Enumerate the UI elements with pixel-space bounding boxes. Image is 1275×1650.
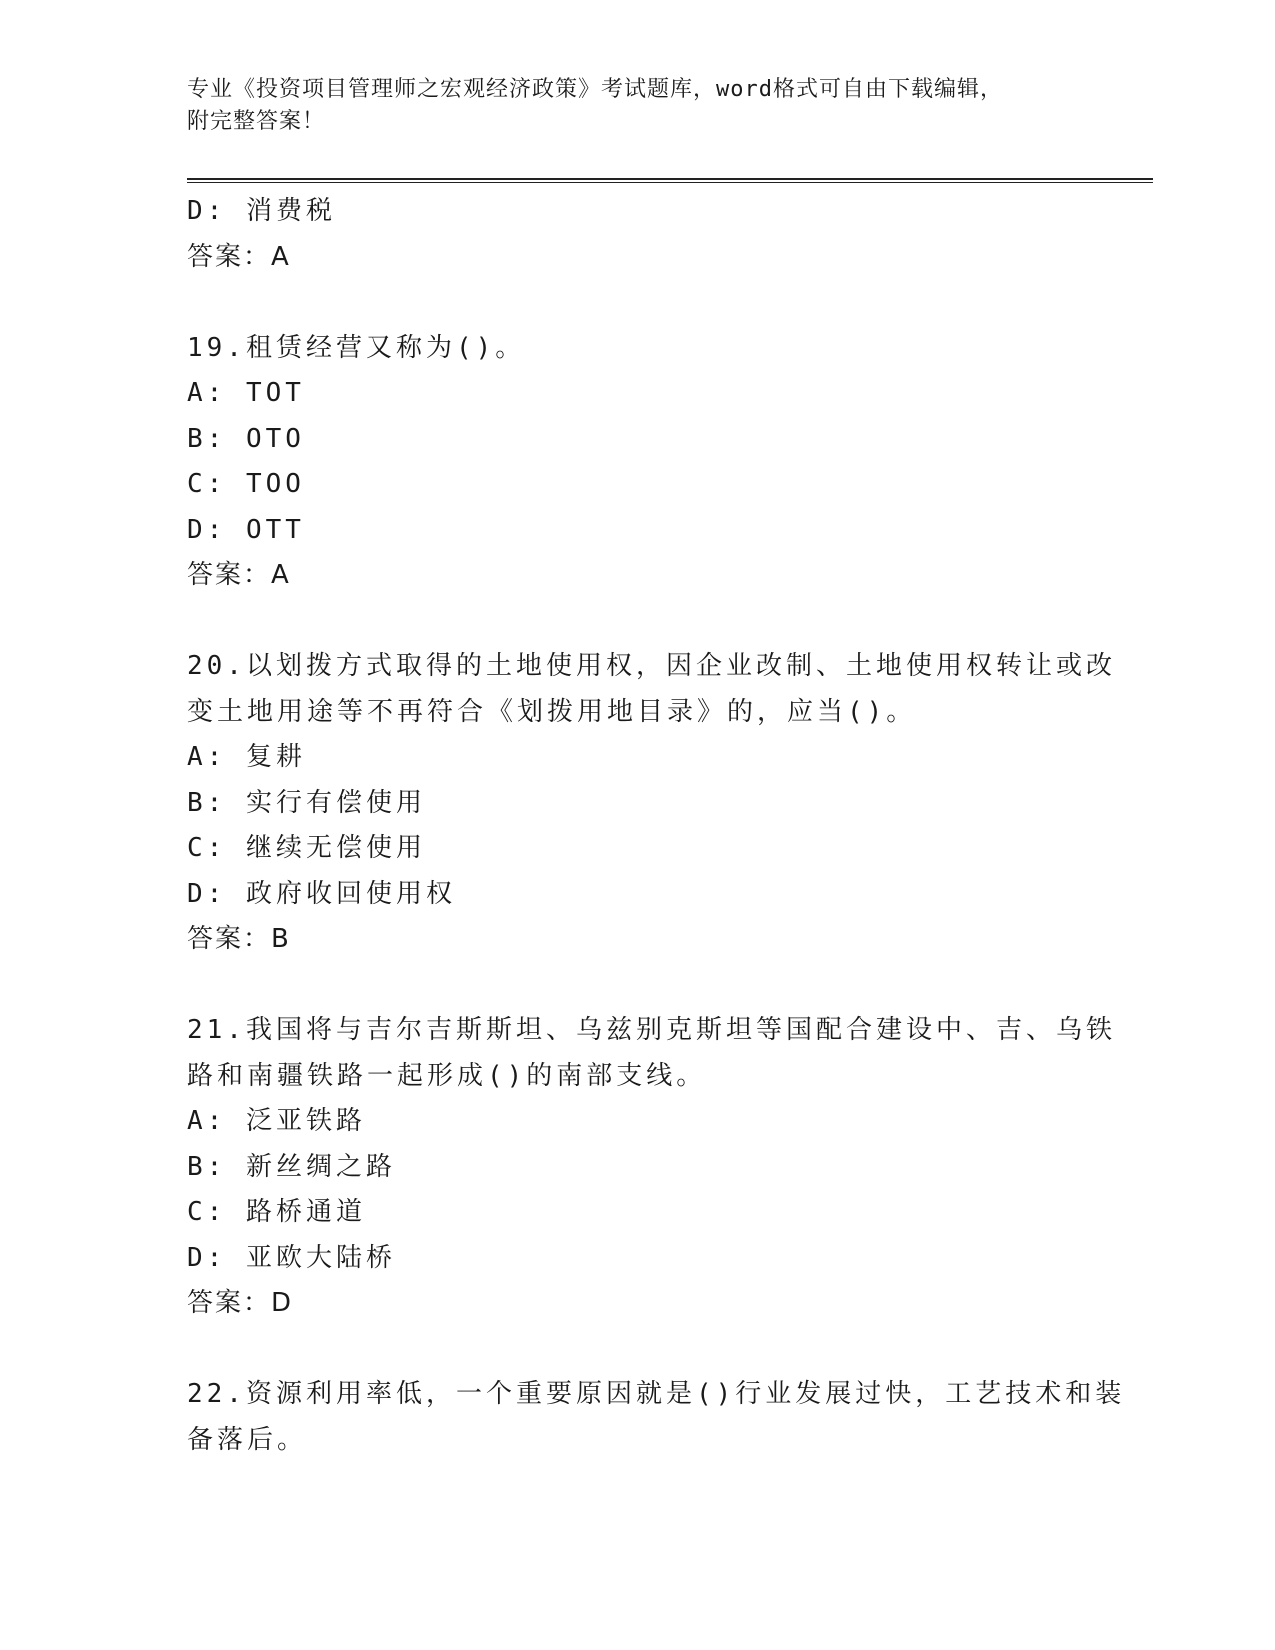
question-stem: 备落后。 — [187, 1424, 308, 1455]
header-line-1: 专业《投资项目管理师之宏观经济政策》考试题库，word格式可自由下载编辑， — [187, 77, 1003, 102]
answer: 答案：A — [187, 560, 291, 590]
page-header — [187, 74, 1087, 138]
option-c: C: 继续无偿使用 — [187, 833, 426, 863]
spacer — [187, 280, 1087, 326]
question-19 — [187, 326, 1087, 599]
option-d: D: 亚欧大陆桥 — [187, 1242, 396, 1273]
spacer — [187, 599, 1087, 645]
option-b: B: OTO — [187, 423, 305, 454]
option-c: C: 路桥通道 — [187, 1197, 366, 1227]
option-a: A: TOT — [187, 378, 305, 408]
header-divider — [187, 178, 1153, 183]
option-d: D: 政府收回使用权 — [187, 878, 456, 909]
spacer — [187, 1327, 1087, 1373]
question-stem: 路和南疆铁路一起形成()的南部支线。 — [187, 1060, 707, 1091]
question-20 — [187, 644, 1116, 963]
carryover-answer: 答案：A — [187, 241, 291, 272]
carryover-option-d: D: 消费税 — [187, 196, 336, 226]
question-stem: 19.租赁经营又称为()。 — [187, 332, 526, 363]
option-c: C: TOO — [187, 469, 305, 499]
question-stem: 21.我国将与吉尔吉斯斯坦、乌兹别克斯坦等国配合建设中、吉、乌铁 — [187, 1015, 1116, 1045]
question-stem: 22.资源利用率低，一个重要原因就是()行业发展过快，工艺技术和装 — [187, 1379, 1126, 1409]
option-d: D: OTT — [187, 514, 305, 545]
spacer — [187, 963, 1087, 1009]
question-22 — [187, 1372, 1126, 1463]
header-line-2: 附完整答案！ — [187, 109, 326, 134]
option-b: B: 新丝绸之路 — [187, 1151, 396, 1182]
option-a: A: 泛亚铁路 — [187, 1106, 366, 1136]
question-stem: 20.以划拨方式取得的土地使用权，因企业改制、土地使用权转让或改 — [187, 651, 1116, 681]
document-body — [187, 189, 1126, 1463]
question-21 — [187, 1008, 1116, 1327]
option-a: A: 复耕 — [187, 742, 306, 772]
option-b: B: 实行有偿使用 — [187, 787, 426, 818]
question-stem: 变土地用途等不再符合《划拨用地目录》的，应当()。 — [187, 696, 917, 727]
answer: 答案：D — [187, 1288, 294, 1318]
answer: 答案：B — [187, 924, 291, 954]
